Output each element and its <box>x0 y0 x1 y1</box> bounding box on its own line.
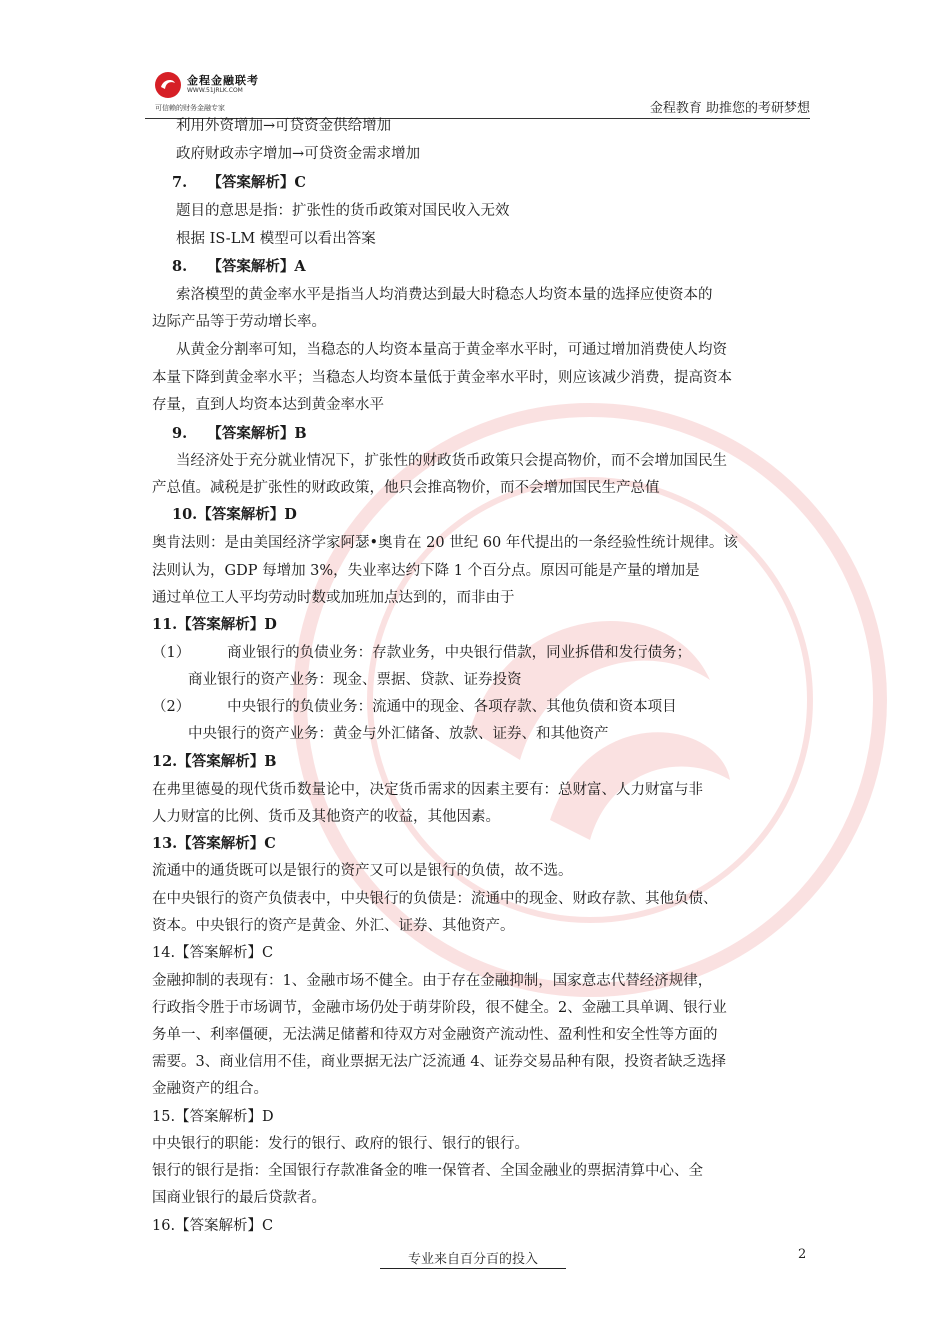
header-slogan: 金程教育 助推您的考研梦想 <box>649 101 810 116</box>
text-line: 中央银行的资产业务：黄金与外汇储备、放款、证券、和其他资产 <box>188 726 609 742</box>
text-line: 存量，直到人均资本达到黄金率水平 <box>152 397 384 413</box>
logo-title: 金程金融联考 <box>187 74 259 87</box>
text-line: 务单一、利率僵硬，无法满足储蓄和待双方对金融资产流动性、盈利性和安全性等方面的 <box>152 1027 718 1043</box>
text-line: 金融资产的组合。 <box>152 1081 268 1097</box>
text-line: 9. 【答案解析】B <box>172 425 307 442</box>
text-line: 索洛模型的黄金率水平是指当人均消费达到最大时稳态人均资本量的选择应使资本的 <box>176 287 713 303</box>
text-line: 8. 【答案解析】A <box>172 258 306 275</box>
text-line: 14.【答案解析】C <box>152 945 274 961</box>
text-line: 人力财富的比例、货币及其他资产的收益，其他因素。 <box>152 809 500 825</box>
text-line: 产总值。减税是扩张性的财政政策，他只会推高物价，而不会增加国民生产总值 <box>152 480 660 496</box>
logo-slogan: 可信赖的财务金融专家 <box>155 104 225 112</box>
text-line: 利用外资增加→可贷资金供给增加 <box>176 118 392 134</box>
text-line: 13.【答案解析】C <box>152 835 276 852</box>
text-line: 商业银行的资产业务：现金、票据、贷款、证券投资 <box>188 672 522 688</box>
text-line: 16.【答案解析】C <box>152 1218 274 1234</box>
text-line: （2） 中央银行的负债业务：流通中的现金、各项存款、其他负债和资本项目 <box>152 699 677 715</box>
text-line: 金融抑制的表现有：1、金融市场不健全。由于存在金融抑制，国家意志代替经济规律， <box>152 973 713 989</box>
text-line: 需要。3、商业信用不佳，商业票据无法广泛流通 4、证券交易品种有限，投资者缺乏选择 <box>152 1054 727 1070</box>
text-line: 12.【答案解析】B <box>152 753 277 770</box>
text-line: 银行的银行是指：全国银行存款准备金的唯一保管者、全国金融业的票据清算中心、全 <box>152 1163 703 1179</box>
logo-url: WWW.51JRLK.COM <box>187 87 243 94</box>
text-line: 本量下降到黄金率水平；当稳态人均资本量低于黄金率水平时，则应该减少消费，提高资本 <box>152 370 732 386</box>
text-line: 通过单位工人平均劳动时数或加班加点达到的，而非由于 <box>152 590 515 606</box>
text-line: 11.【答案解析】D <box>152 616 277 633</box>
text-line: 15.【答案解析】D <box>152 1109 274 1125</box>
text-line: 行政指令胜于市场调节，金融市场仍处于萌芽阶段，很不健全。2、金融工具单调、银行业 <box>152 1000 727 1016</box>
text-line: 在中央银行的资产负债表中，中央银行的负债是：流通中的现金、财政存款、其他负债、 <box>152 891 718 907</box>
text-line: 题目的意思是指：扩张性的货币政策对国民收入无效 <box>176 203 510 219</box>
text-line: 根据 IS-LM 模型可以看出答案 <box>176 231 376 247</box>
text-line: 奥肯法则：是由美国经济学家阿瑟•奥肯在 20 世纪 60 年代提出的一条经验性统计规律。该 <box>152 535 738 551</box>
text-line: 资本。中央银行的资产是黄金、外汇、证券、其他资产。 <box>152 918 515 934</box>
text-line: 中央银行的职能：发行的银行、政府的银行、银行的银行。 <box>152 1136 529 1152</box>
page-header <box>145 64 810 119</box>
text-line: （1） 商业银行的负债业务：存款业务，中央银行借款，同业拆借和发行债务； <box>152 645 692 661</box>
text-line: 从黄金分割率可知，当稳态的人均资本量高于黄金率水平时，可通过增加消费使人均资 <box>176 342 727 358</box>
text-line: 国商业银行的最后贷款者。 <box>152 1190 326 1206</box>
text-line: 7. 【答案解析】C <box>172 174 306 191</box>
text-line: 政府财政赤字增加→可贷资金需求增加 <box>176 146 421 162</box>
text-line: 当经济处于充分就业情况下，扩张性的财政货币政策只会提高物价，而不会增加国民生 <box>176 453 727 469</box>
brand-logo <box>153 70 293 110</box>
text-line: 法则认为，GDP 每增加 3%，失业率达约下降 1 个百分点。原因可能是产量的增加是 <box>152 563 700 579</box>
footer-text: 专业来自百分百的投入 <box>380 1248 566 1269</box>
text-line: 流通中的通货既可以是银行的资产又可以是银行的负债，故不选。 <box>152 863 573 879</box>
text-line: 在弗里德曼的现代货币数量论中，决定货币需求的因素主要有：总财富、人力财富与非 <box>152 782 703 798</box>
text-line: 边际产品等于劳动增长率。 <box>152 314 326 330</box>
logo-icon <box>153 70 183 100</box>
text-line: 10.【答案解析】D <box>172 506 297 523</box>
page-number: 2 <box>798 1247 807 1262</box>
